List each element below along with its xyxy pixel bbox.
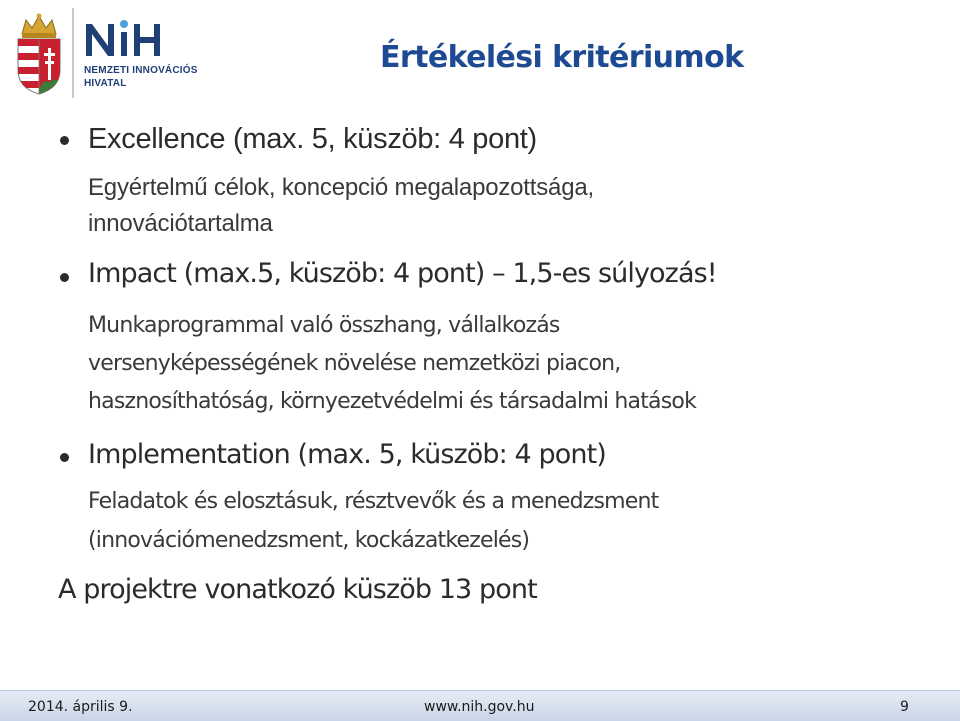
logo-subtitle-line1: NEMZETI INNOVÁCIÓS <box>84 65 198 76</box>
footer-page-number: 9 <box>900 699 909 715</box>
body-text: innovációtartalma <box>88 210 273 237</box>
bullet-item-implementation <box>0 436 940 476</box>
body-text: versenyképességének növelése nemzetközi piacon, <box>88 351 621 376</box>
body-text: hasznosíthatóság, környezetvédelmi és társadalmi hatások <box>88 389 697 414</box>
footer-date: 2014. április 9. <box>28 699 133 715</box>
logo-subtitle-line2: HIVATAL <box>84 78 127 89</box>
bullet-icon <box>60 273 69 282</box>
header-divider <box>72 8 74 98</box>
slide-title: Értékelési kritériumok <box>380 40 744 75</box>
body-text: Munkaprogrammal való összhang, vállalkozás <box>88 313 560 338</box>
logo-subtitle <box>84 64 214 90</box>
bullet-heading: Impact (max.5, küszöb: 4 pont) – 1,5-es súlyozás! <box>88 258 717 289</box>
nih-logo <box>84 18 214 98</box>
bullet-item-excellence <box>0 119 940 159</box>
body-text: Feladatok és elosztásuk, résztvevők és a menedzsment <box>88 489 659 514</box>
footer-url[interactable]: www.nih.gov.hu <box>424 699 535 715</box>
body-text: Egyértelmű célok, koncepció megalapozottsága, <box>88 174 594 201</box>
threshold-text: A projektre vonatkozó küszöb 13 pont <box>58 574 537 605</box>
hungarian-coat-of-arms-icon <box>12 12 66 96</box>
bullet-heading: Excellence (max. 5, küszöb: 4 pont) <box>88 123 537 155</box>
bullet-icon <box>60 453 69 462</box>
footer-bar <box>0 690 960 721</box>
bullet-heading: Implementation (max. 5, küszöb: 4 pont) <box>88 439 606 470</box>
nih-logo-mark <box>84 18 174 58</box>
bullet-item-impact <box>0 255 940 295</box>
body-text: (innovációmenedzsment, kockázatkezelés) <box>88 528 530 553</box>
bullet-icon <box>60 136 69 145</box>
